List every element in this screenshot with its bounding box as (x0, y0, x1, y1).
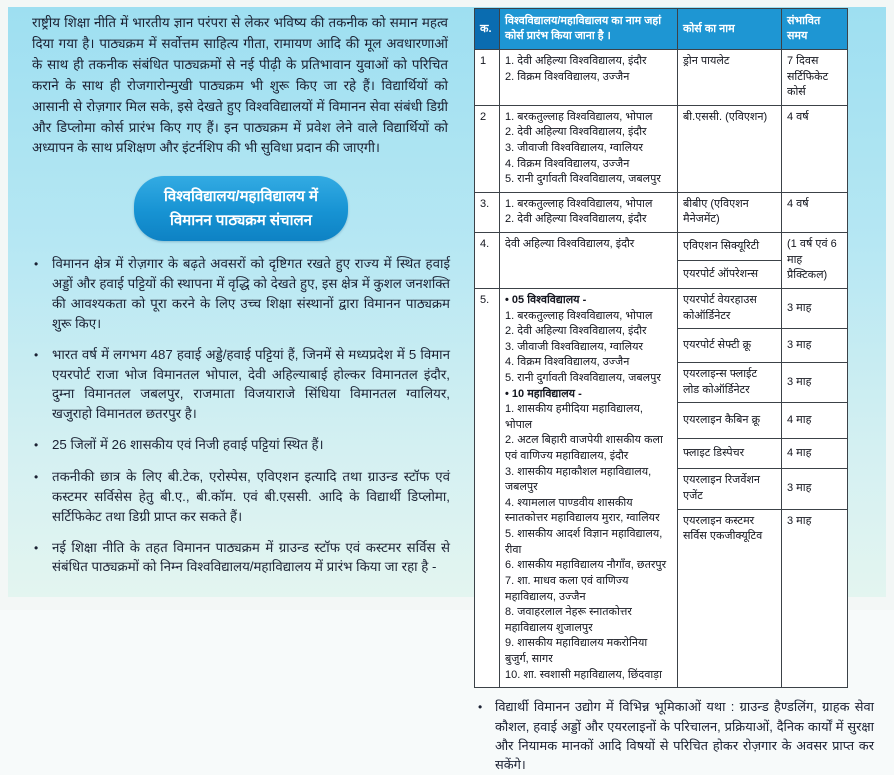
course-area (677, 106, 847, 192)
university-line: 4. श्यामलाल पाण्डवीय शासकीय स्नातकोत्तर महाविद्यालय मुरार, ग्वालियर (505, 496, 660, 525)
left-column (8, 7, 460, 597)
university-line: • 05 विश्वविद्यालय - (505, 293, 587, 306)
university-line: 5. शासकीय आदर्श विज्ञान महाविद्यालय, रीवा (505, 528, 663, 556)
bullet-item (32, 435, 450, 455)
course-duration-cell: 4 माह (781, 402, 847, 438)
table-row (475, 49, 847, 105)
course-duration-cell: 7 दिवस सर्टिफिकेट कोर्स (781, 50, 847, 105)
table-row (475, 288, 847, 687)
course-name-cell: एविएशन सिक्यूरिटी (683, 239, 760, 252)
course-name-cell: एयरलाइन्स फ्लाईट लोड कोऑर्डिनेटर (678, 362, 781, 402)
course-area (677, 289, 847, 687)
university-list-cell (499, 106, 677, 192)
university-line: देवी अहिल्या विश्वविद्यालय, इंदौर (505, 238, 635, 251)
bullet-dot: • (34, 438, 39, 453)
header-cell-serial: क. (475, 9, 499, 49)
bullet-item (32, 538, 450, 578)
university-line: 1. बरकतुल्लाह विश्वविद्यालय, भोपाल (505, 309, 653, 322)
course-subrows (678, 193, 847, 232)
course-name-cell: बी.एससी. (एविएशन) (683, 110, 768, 123)
university-line: 5. रानी दुर्गावती विश्वविद्यालय, जबलपुर (505, 173, 661, 186)
course-duration-cell: (1 वर्ष एवं 6 माह प्रैक्टिकल) (781, 233, 847, 288)
left-bullet-list (32, 254, 450, 578)
bullet-text: 25 जिलों में 26 शासकीय एवं निजी हवाई पट्टियां स्थित हैं। (52, 437, 324, 453)
bullet-text: भारत वर्ष में लगभग 487 हवाई अड्डे/हवाई पट्टियां हैं, जिनमें से मध्यप्रदेश में 5 विमान एयरपोर्ट राजा भोज विमानतल भोपाल, देवी अहिल्याबाई होल्कर विमानतल इंदौर, दुम्ना विमानतल जबलपुर, राजमाता विजयाराजे सिंधिया विमानतल ग्वालियर, खजुराहो विमानतल छतरपुर है। (52, 346, 450, 422)
course-area (677, 193, 847, 232)
badge-line-2: विमानन पाठ्यक्रम संचालन (170, 211, 312, 229)
row-serial: 1 (480, 55, 487, 67)
course-subrow (678, 193, 847, 232)
course-name-cell: एयरलाइन कैबिन क्रू (678, 402, 781, 438)
footer-note (476, 697, 874, 774)
university-line: 2. विक्रम विश्वविद्यालय, उज्जैन (505, 70, 630, 83)
bullet-dot: • (478, 700, 483, 715)
header-cell-university: विश्वविद्यालय/महाविद्यालय का नाम जहां कोर्स प्रारंभ किया जाना है । (499, 9, 677, 49)
course-subrow (678, 289, 847, 328)
bullet-text: विमानन क्षेत्र में रोज़गार के बढ़ते अवसरों को दृष्टिगत रखते हुए राज्य में स्थित हवाई अड्डों और हवाई पट्टियों की स्थापना में वृद्धि को देखते हुए, इस क्षेत्र में कुशल जनशक्ति की आवश्यकता को पूरा करने के लिए उच्च शिक्षा संस्थानों द्वारा विमानन पाठ्यक्रम शुरू किए। (52, 255, 450, 331)
page-canvas (8, 7, 886, 773)
bullet-item (32, 345, 450, 425)
university-line: • 10 महाविद्यालय - (505, 387, 582, 400)
course-name-cell: बीबीए (एविएशन मैनेजमेंट) (683, 197, 749, 226)
course-subrow (678, 106, 847, 192)
course-duration-cell: 4 वर्ष (781, 106, 847, 192)
course-name-cell: एयरलाइन रिजर्वेशन एजेंट (678, 468, 781, 508)
university-list-cell (499, 193, 677, 232)
course-subrow (678, 50, 847, 105)
bullet-text: तकनीकी छात्र के लिए बी.टेक, एरोस्पेस, एविएशन इत्यादि तथा ग्राउन्ड स्टॉफ एवं कस्टमर सर्विसेस हेतु बी.ए., बी.कॉम. एवं बी.एससी. आदि के विद्यार्थी डिप्लोमा, सर्टिफिकेट तथा डिग्री प्राप्त कर सकते हैं। (52, 468, 450, 524)
row-serial: 4. (480, 238, 490, 251)
bullet-item (32, 467, 450, 527)
footer-note-text: विद्यार्थी विमानन उद्योग में विभिन्न भूमिकाओं यथा : ग्राउन्ड हैण्डलिंग, ग्राहक सेवा कौशल, हवाई अड्डों और एयरलाइनों के परिचालन, प्रक्रियाओं, दैनिक कार्यों में सुरक्षा और नियामक मानकों आदि विषयों से परिचित होकर रोज़गार के अवसर प्राप्त कर सकेंगे। (495, 699, 874, 773)
course-subrow (678, 468, 847, 508)
course-subrow (678, 362, 847, 402)
row-serial: 2 (480, 110, 487, 123)
university-line: 3. जीवाजी विश्वविद्यालय, ग्वालियर (505, 340, 643, 353)
table-row (475, 232, 847, 288)
course-name-cell: एयरपोर्ट वेयरहाउस कोऑर्डिनेटर (683, 293, 757, 322)
course-name-cell: एयरलाइन कस्टमर सर्विस एकजीक्यूटिव (678, 509, 781, 688)
course-duration-cell: 3 माह (781, 328, 847, 362)
bullet-text: नई शिक्षा नीति के तहत विमानन पाठ्यक्रम में ग्राउन्ड स्टॉफ एवं कस्टमर सर्विस से संबंधित पाठ्यक्रमों को निम्न विश्वविद्यालय/महाविद्यालय में प्रारंभ किया जा रहा है - (52, 539, 450, 575)
university-line: 4. विक्रम विश्वविद्यालय, उज्जैन (505, 157, 630, 170)
course-subrows (678, 50, 847, 105)
university-line: 10. शा. स्वशासी महाविद्यालय, छिंदवाड़ा (505, 668, 662, 681)
bullet-dot: • (34, 540, 39, 555)
course-subrows (678, 106, 847, 192)
university-line: 2. देवी अहिल्या विश्वविद्यालय, इंदौर (505, 325, 647, 338)
course-duration-cell: 3 माह (781, 362, 847, 402)
course-name-cell: एयरपोर्ट ऑपरेशन्स (678, 260, 781, 288)
course-subrow (678, 402, 847, 438)
course-area (677, 233, 847, 288)
university-line: 2. देवी अहिल्या विश्वविद्यालय, इंदौर (505, 213, 647, 226)
course-subrow (678, 438, 847, 468)
bullet-dot: • (34, 256, 39, 271)
course-subrow (678, 328, 847, 362)
university-line: 6. शासकीय महाविद्यालय नौगाँव, छतरपुर (505, 559, 667, 572)
university-line: 2. अटल बिहारी वाजपेयी शासकीय कला एवं वाणिज्य महाविद्यालय, इंदौर (505, 434, 663, 463)
university-list-cell (499, 233, 677, 288)
bullet-dot: • (34, 347, 39, 362)
course-name-cell: एयरपोर्ट सेफ्टी क्रू (678, 328, 781, 362)
course-duration-cell: 4 माह (781, 438, 847, 468)
bullet-item (32, 254, 450, 334)
intro-paragraph: राष्ट्रीय शिक्षा नीति में भारतीय ज्ञान परंपरा से लेकर भविष्य की तकनीक को समान महत्व दिया गया है। पाठ्यक्रम में सर्वोत्तम साहित्य गीता, रामायण आदि की मूल अवधारणाओं के साथ ही तकनीक संबंधित पाठ्यक्रमों से नई पीढ़ी के प्रतिभावान युवाओं को परिचित कराने के साथ ही रोजगारोन्मुखी पाठ्यक्रम भी शुरू किए जा रहे हैं। विद्यार्थियों को आसानी से रोज़गार मिल सके, इसे देखते हुए विश्वविद्यालयों में विमानन सेवा संबंधी डिग्री और डिप्लोमा कोर्स प्रारंभ किए गए हैं। इन पाठ्यक्रम में प्रवेश लेने वाले विद्यार्थियों को अध्यापन के साथ प्रशिक्षण और इंटर्नशिप की भी सुविधा प्रदान की जाएगी। (32, 15, 448, 156)
course-table (474, 8, 848, 688)
section-badge (134, 176, 348, 241)
university-list-cell (499, 50, 677, 105)
university-line: 9. शासकीय महाविद्यालय मकरोनिया बुजुर्ग, सागर (505, 637, 648, 665)
table-header-row (475, 9, 847, 49)
bullet-dot: • (34, 469, 39, 484)
course-subrows (678, 289, 847, 687)
course-duration-cell: 4 वर्ष (781, 193, 847, 232)
course-area (677, 50, 847, 105)
university-line: 8. जवाहरलाल नेहरू स्नातकोत्तर महाविद्यालय शुजालपुर (505, 606, 632, 634)
row-serial: 3. (480, 197, 490, 210)
university-line: 5. रानी दुर्गावती विश्वविद्यालय, जबलपुर (505, 371, 661, 384)
university-list-cell (499, 289, 677, 687)
university-line: 3. जीवाजी विश्वविद्यालय, ग्वालियर (505, 142, 643, 155)
table-row (475, 105, 847, 192)
course-name-cell: ड्रोन पायलेट (683, 55, 730, 67)
badge-line-1: विश्वविद्यालय/महाविद्यालय में (164, 188, 318, 206)
course-name-cell: फ्लाइट डिस्पेचर (678, 438, 781, 468)
university-line: 1. शासकीय हमीदिया महाविद्यालय, भोपाल (505, 403, 643, 431)
course-subrow (678, 509, 847, 688)
university-line: 1. बरकतुल्लाह विश्वविद्यालय, भोपाल (505, 110, 653, 123)
course-duration-cell: 3 माह (781, 509, 847, 688)
table-row (475, 192, 847, 232)
university-line: 1. देवी अहिल्या विश्वविद्यालय, इंदौर (505, 55, 647, 67)
right-column (460, 7, 886, 773)
university-line: 2. देवी अहिल्या विश्वविद्यालय, इंदौर (505, 126, 647, 139)
university-line: 1. बरकतुल्लाह विश्वविद्यालय, भोपाल (505, 197, 653, 210)
course-duration-cell: 3 माह (781, 468, 847, 508)
university-line: 3. शासकीय महाकौशल महाविद्यालय, जबलपुर (505, 465, 652, 494)
row-serial: 5. (480, 293, 490, 306)
course-duration-cell: 3 माह (781, 289, 847, 328)
university-line: 4. विक्रम विश्वविद्यालय, उज्जैन (505, 356, 630, 369)
course-table-body (475, 49, 847, 687)
header-cell-course: कोर्स का नाम (677, 9, 781, 49)
university-line: 7. शा. माधव कला एवं वाणिज्य महाविद्यालय, उज्जैन (505, 574, 629, 603)
header-cell-duration: संभावित समय (781, 9, 847, 49)
course-names-column (678, 233, 781, 288)
